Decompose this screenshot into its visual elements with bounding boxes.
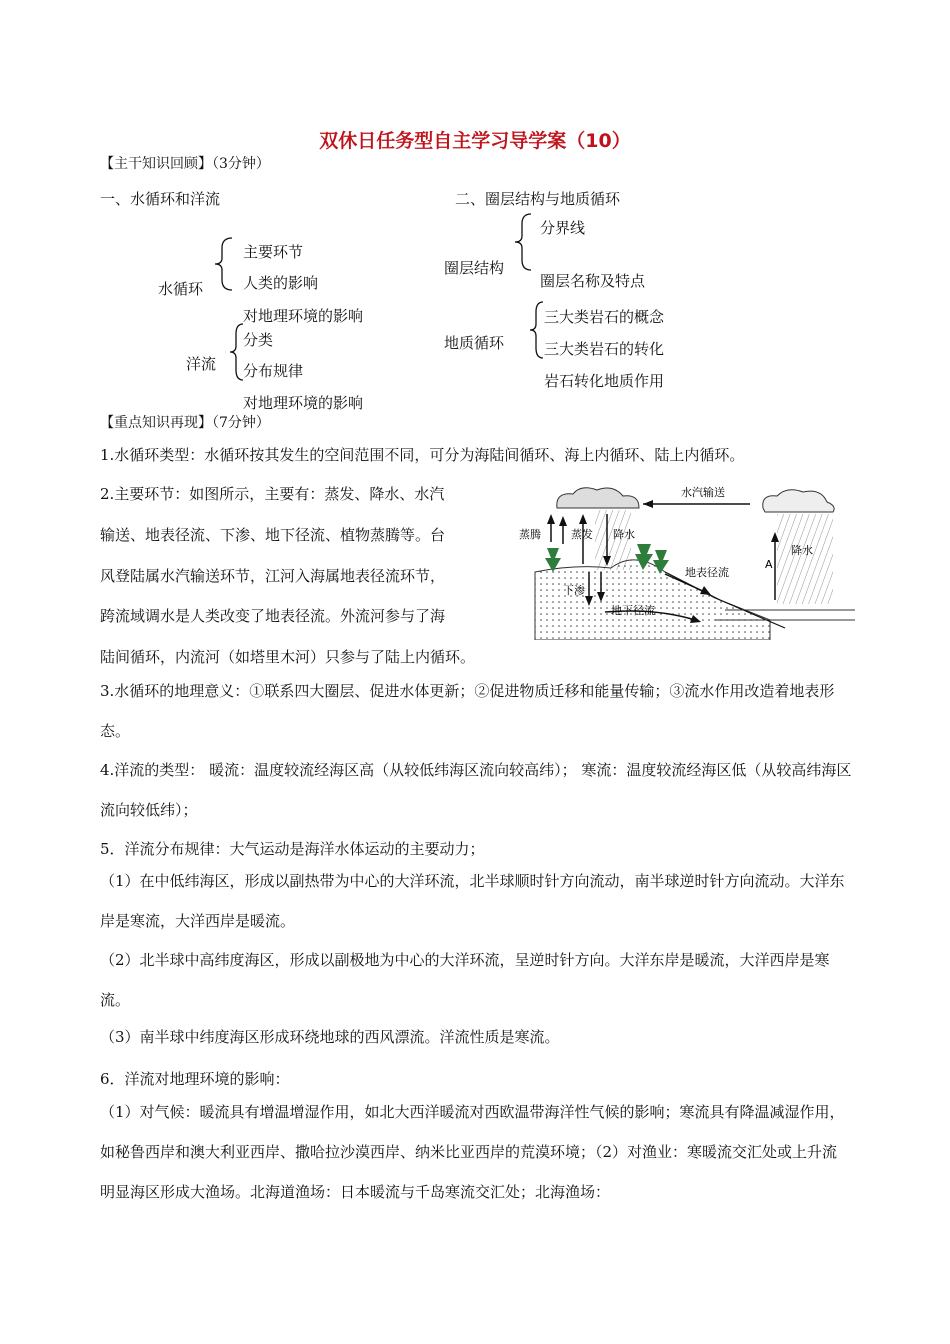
- sphere-item-boundary: 分界线: [540, 219, 586, 237]
- paragraph-current-distribution-2: （2）北半球中高纬度海区，形成以副极地为中心的大洋环流，呈逆时针方向。大洋东岸是暖流，大洋西岸是寒流。: [100, 951, 830, 1009]
- section-water-current: 一、水循环和洋流: [100, 190, 221, 208]
- paragraph-current-distribution-1: （1）在中低纬海区，形成以副热带为中心的大洋环流，北半球顺时针方向流动，南半球逆时针方向流动。大洋东岸是寒流，大洋西岸是暖流。: [100, 872, 845, 930]
- paragraph-significance: 3.水循环的地理意义：①联系四大圈层、促进水体更新；②促进物质迁移和能量传输；③流水作用改造着地表形态。: [100, 682, 835, 740]
- water-item-human: 人类的影响: [243, 274, 319, 292]
- paragraph-main-links-line: 2.主要环节：如图所示，主要有：蒸发、降水、水汽: [100, 485, 445, 503]
- paragraph-current-types: 4.洋流的类型： 暖流：温度较流经海区高（从较低纬海区流向较高纬）； 寒流：温度较流经海区低（从较高纬海区流向较低纬）；: [100, 761, 852, 819]
- diagram-label-infiltration: 下渗: [563, 584, 585, 597]
- paragraph-current-distribution-3: （3）南半球中纬度海区形成环绕地球的西风漂流。洋流性质是寒流。: [100, 1028, 560, 1046]
- diagram-label-precip-land: 降水: [613, 528, 635, 541]
- diagram-label-vapor: 水汽输送: [681, 486, 725, 499]
- water-cycle-label: 水循环: [158, 280, 204, 298]
- geo-item-concept: 三大类岩石的概念: [544, 308, 665, 326]
- water-item-main: 主要环节: [243, 243, 304, 261]
- water-cycle-diagram: [515, 480, 855, 640]
- paragraph-current-distribution: 5．洋流分布规律：大气运动是海洋水体运动的主要动力；: [100, 840, 485, 858]
- paragraph-main-links-line: 跨流域调水是人类改变了地表径流。外流河参与了海: [100, 607, 446, 625]
- current-item-env: 对地理环境的影响: [243, 394, 364, 412]
- current-label: 洋流: [186, 355, 217, 373]
- paragraph-main-links-line: 陆间循环，内流河（如塔里木河）只参与了陆上内循环。: [100, 648, 476, 666]
- current-item-type: 分类: [243, 331, 274, 349]
- diagram-label-surface-runoff: 地表径流: [685, 566, 729, 579]
- paragraph-main-links-line: 风登陆属水汽输送环节，江河入海属地表径流环节，: [100, 567, 446, 585]
- page-title: 双休日任务型自主学习导学案（10）: [319, 130, 631, 152]
- diagram-label-transpiration: 蒸腾: [519, 528, 541, 541]
- paragraph-current-impact: 6．洋流对地理环境的影响：: [100, 1070, 290, 1088]
- geo-item-process: 岩石转化地质作用: [544, 372, 665, 390]
- review-heading: 【主干知识回顾】（3分钟）: [100, 156, 270, 172]
- paragraph-water-cycle-types: 1.水循环类型：水循环按其发生的空间范围不同，可分为海陆间循环、海上内循环、陆上内循环。: [100, 446, 745, 464]
- sphere-brace-icon: [512, 212, 534, 272]
- diagram-label-evaporation: 蒸发: [571, 528, 593, 541]
- section-sphere-geology: 二、圈层结构与地质循环: [455, 190, 621, 208]
- diagram-label-groundwater: 地下径流: [611, 604, 655, 617]
- water-brace-icon: [212, 236, 236, 292]
- geo-cycle-label: 地质循环: [444, 334, 505, 352]
- paragraph-current-impact-1: （1）对气候：暖流具有增温增湿作用，如北大西洋暖流对西欧温带海洋性气候的影响；寒流具有降温减湿作用，如秘鲁西岸和澳大利亚西岸、撒哈拉沙漠西岸、纳米比亚西岸的荒漠环境；（2）对渔业：寒暖流交汇处或上升流明显海区形成大渔场。北海道渔场：日本暖流与千岛寒流交汇处；北海渔场：: [100, 1103, 845, 1201]
- diagram-label-precip-sea: 降水: [791, 544, 813, 557]
- paragraph-main-links-line: 输送、地表径流、下渗、地下径流、植物蒸腾等。台: [100, 526, 446, 544]
- focus-heading: 【重点知识再现】（7分钟）: [100, 415, 270, 431]
- geo-item-transform: 三大类岩石的转化: [544, 340, 665, 358]
- diagram-label-a: A: [765, 558, 773, 571]
- water-item-env: 对地理环境的影响: [243, 307, 364, 325]
- current-item-pattern: 分布规律: [243, 362, 304, 380]
- sphere-item-names: 圈层名称及特点: [540, 272, 646, 290]
- sphere-label: 圈层结构: [444, 259, 505, 277]
